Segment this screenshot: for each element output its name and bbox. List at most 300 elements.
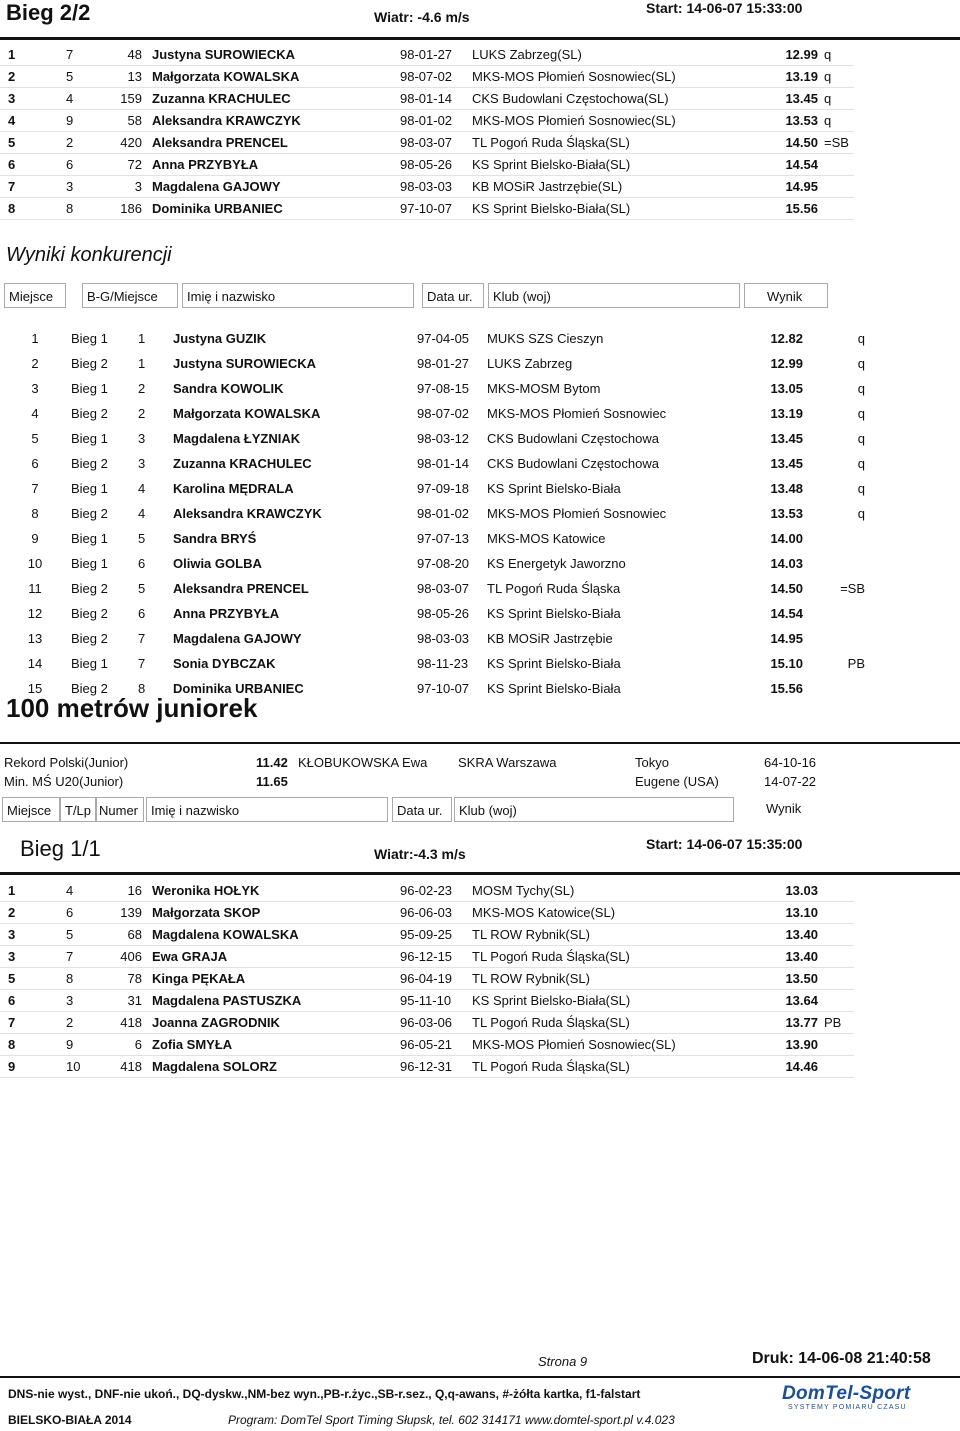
lane-cell: 5 <box>66 69 74 84</box>
lane-cell: 3 <box>66 993 74 1008</box>
table-row <box>0 968 854 990</box>
place-cell: 7 <box>31 481 39 496</box>
note-cell: q <box>857 331 865 346</box>
lane-cell: 5 <box>66 927 74 942</box>
col-header-place: Miejsce <box>4 283 66 308</box>
note-cell: q <box>857 406 865 421</box>
table-row <box>0 326 866 351</box>
athlete-name-cell: Magdalena GAJOWY <box>152 179 281 194</box>
note-cell <box>818 176 854 198</box>
heat-cell: Bieg 2 <box>71 681 108 696</box>
table-row <box>0 501 866 526</box>
lane-cell: 10 <box>66 1059 81 1074</box>
result-cell: 13.19 <box>770 406 803 421</box>
bib-number-cell: 406 <box>120 949 142 964</box>
birthdate-cell: 97-07-13 <box>417 531 470 546</box>
birthdate-cell: 95-09-25 <box>400 927 453 942</box>
result-cell: 14.50 <box>785 135 818 150</box>
lane-cell: 2 <box>66 135 74 150</box>
athlete-name-cell: Aleksandra PRENCEL <box>152 135 288 150</box>
start-time: Start: 14-06-07 15:35:00 <box>646 836 803 852</box>
col-header-dob: Data ur. <box>422 283 484 308</box>
club-cell: KS Sprint Bielsko-Biała <box>487 606 621 621</box>
birthdate-cell: 98-01-02 <box>400 113 453 128</box>
heat-position-cell: 5 <box>138 581 146 596</box>
event-title: 100 metrów juniorek <box>6 693 258 723</box>
col-header-name: Imię i nazwisko <box>182 283 414 308</box>
birthdate-cell: 98-01-27 <box>417 356 470 371</box>
athlete-name-cell: Sandra BRYŚ <box>173 531 257 546</box>
result-cell: 15.56 <box>770 681 803 696</box>
record-holder: KŁOBUKOWSKA Ewa <box>298 755 428 770</box>
heat-position-cell: 8 <box>138 681 146 696</box>
club-cell: KS Sprint Bielsko-Biała(SL) <box>472 157 631 172</box>
place-cell: 10 <box>27 556 43 571</box>
heat-position-cell: 7 <box>138 656 146 671</box>
place-cell: 8 <box>8 201 16 216</box>
club-cell: TL Pogoń Ruda Śląska(SL) <box>472 949 630 964</box>
heat-position-cell: 2 <box>138 381 146 396</box>
heat-cell: Bieg 2 <box>71 581 108 596</box>
heat-position-cell: 3 <box>138 456 146 471</box>
lane-cell: 8 <box>66 971 74 986</box>
athlete-name-cell: Małgorzata SKOP <box>152 905 261 920</box>
place-cell: 4 <box>8 113 16 128</box>
bib-number-cell: 159 <box>120 91 142 106</box>
note-cell: PB <box>824 1015 842 1030</box>
heat-position-cell: 5 <box>138 531 146 546</box>
result-cell: 15.56 <box>785 201 818 216</box>
club-cell: MKS-MOSM Bytom <box>487 381 601 396</box>
place-cell: 2 <box>31 356 39 371</box>
table-row <box>0 946 854 968</box>
note-cell <box>818 1056 854 1078</box>
birthdate-cell: 98-07-02 <box>417 406 470 421</box>
birthdate-cell: 97-04-05 <box>417 331 470 346</box>
birthdate-cell: 97-10-07 <box>417 681 470 696</box>
athlete-name-cell: Dominika URBANIEC <box>152 201 283 216</box>
birthdate-cell: 96-03-06 <box>400 1015 453 1030</box>
heat-cell: Bieg 2 <box>71 631 108 646</box>
club-cell: KS Sprint Bielsko-Biała(SL) <box>472 993 631 1008</box>
note-cell: q <box>857 506 865 521</box>
bib-number-cell: 68 <box>127 927 142 942</box>
table-row <box>0 376 866 401</box>
table-row <box>0 880 854 902</box>
venue-label: BIELSKO-BIAŁA 2014 <box>8 1413 132 1427</box>
athlete-name-cell: Aleksandra PRENCEL <box>173 581 309 596</box>
col-header-number: Numer <box>96 797 144 822</box>
table-row <box>0 476 866 501</box>
place-cell: 7 <box>8 179 16 194</box>
place-cell: 2 <box>8 69 16 84</box>
heat-position-cell: 6 <box>138 606 146 621</box>
lane-cell: 8 <box>66 201 74 216</box>
birthdate-cell: 96-04-19 <box>400 971 453 986</box>
table-row <box>0 924 854 946</box>
note-cell <box>818 880 854 902</box>
note-cell: q <box>857 481 865 496</box>
results-table-heat-2 <box>0 44 854 220</box>
athlete-name-cell: Magdalena KOWALSKA <box>152 927 299 942</box>
col-header-result: Wynik <box>744 283 828 308</box>
athlete-name-cell: Zofia SMYŁA <box>152 1037 233 1052</box>
athlete-name-cell: Sandra KOWOLIK <box>173 381 284 396</box>
bib-number-cell: 139 <box>120 905 142 920</box>
result-cell: 13.53 <box>785 113 818 128</box>
place-cell: 1 <box>31 331 39 346</box>
heat-cell: Bieg 1 <box>71 331 108 346</box>
result-cell: 13.19 <box>785 69 818 84</box>
place-cell: 1 <box>8 47 16 62</box>
club-cell: KB MOSiR Jastrzębie(SL) <box>472 179 623 194</box>
bib-number-cell: 78 <box>127 971 142 986</box>
birthdate-cell: 98-01-14 <box>400 91 453 106</box>
result-cell: 13.90 <box>785 1037 818 1052</box>
birthdate-cell: 96-05-21 <box>400 1037 453 1052</box>
divider <box>0 1376 960 1378</box>
bib-number-cell: 186 <box>120 201 142 216</box>
place-cell: 6 <box>31 456 39 471</box>
place-cell: 5 <box>31 431 39 446</box>
record-club: SKRA Warszawa <box>458 755 557 770</box>
result-cell: 13.03 <box>785 883 818 898</box>
birthdate-cell: 98-01-02 <box>417 506 470 521</box>
club-cell: KS Sprint Bielsko-Biała(SL) <box>472 201 631 216</box>
club-cell: TL Pogoń Ruda Śląska <box>487 581 621 596</box>
program-info: Program: DomTel Sport Timing Słupsk, tel. 602 314171 www.domtel-sport.pl v.4.023 <box>228 1413 675 1427</box>
note-cell: q <box>857 456 865 471</box>
place-cell: 8 <box>8 1037 16 1052</box>
result-cell: 13.45 <box>785 91 818 106</box>
legend-text: DNS-nie wyst., DNF-nie ukoń., DQ-dyskw.,NM-bez wyn.,PB-r.życ.,SB-r.sez., Q,q-awans, #-żółta kartka, f1-falstart <box>8 1387 641 1401</box>
club-cell: MKS-MOS Płomień Sosnowiec <box>487 406 667 421</box>
result-cell: 13.40 <box>785 927 818 942</box>
place-cell: 4 <box>31 406 39 421</box>
birthdate-cell: 98-01-27 <box>400 47 453 62</box>
athlete-name-cell: Zuzanna KRACHULEC <box>152 91 291 106</box>
bib-number-cell: 418 <box>120 1015 142 1030</box>
athlete-name-cell: Justyna SUROWIECKA <box>152 47 296 62</box>
club-cell: MUKS SZS Cieszyn <box>487 331 604 346</box>
club-cell: MKS-MOS Płomień Sosnowiec(SL) <box>472 113 676 128</box>
wind-readout: Wiatr: -4.6 m/s <box>374 9 470 25</box>
birthdate-cell: 98-01-14 <box>417 456 470 471</box>
bib-number-cell: 58 <box>127 113 142 128</box>
result-cell: 15.10 <box>770 656 803 671</box>
heat-cell: Bieg 1 <box>71 431 108 446</box>
note-cell: PB <box>847 656 865 671</box>
result-cell: 13.77 <box>785 1015 818 1030</box>
result-cell: 14.50 <box>770 581 803 596</box>
record-label: Rekord Polski(Junior) <box>4 755 129 770</box>
athlete-name-cell: Dominika URBANIEC <box>173 681 304 696</box>
note-cell <box>804 551 866 576</box>
logo-wordmark: DomTel-Sport <box>782 1383 911 1404</box>
athlete-name-cell: Kinga PĘKAŁA <box>152 971 246 986</box>
table-row <box>0 44 854 66</box>
note-cell: q <box>824 113 832 128</box>
note-cell <box>818 924 854 946</box>
col-header-result: Wynik <box>766 801 802 816</box>
lane-cell: 6 <box>66 157 74 172</box>
club-cell: KS Sprint Bielsko-Biała <box>487 481 621 496</box>
lane-cell: 2 <box>66 1015 74 1030</box>
table-row <box>0 601 866 626</box>
birthdate-cell: 95-11-10 <box>400 993 452 1008</box>
athlete-name-cell: Justyna GUZIK <box>173 331 267 346</box>
place-cell: 1 <box>8 883 16 898</box>
place-cell: 13 <box>27 631 43 646</box>
birthdate-cell: 96-02-23 <box>400 883 453 898</box>
lane-cell: 9 <box>66 1037 74 1052</box>
heat-position-cell: 1 <box>138 356 146 371</box>
bib-number-cell: 31 <box>127 993 142 1008</box>
table-row <box>0 651 866 676</box>
place-cell: 8 <box>31 506 39 521</box>
table-row <box>0 110 854 132</box>
note-cell: q <box>857 356 865 371</box>
club-cell: KB MOSiR Jastrzębie <box>487 631 613 646</box>
note-cell <box>804 526 866 551</box>
athlete-name-cell: Aleksandra KRAWCZYK <box>173 506 322 521</box>
athlete-name-cell: Małgorzata KOWALSKA <box>152 69 300 84</box>
result-cell: 14.00 <box>770 531 803 546</box>
col-header-place: Miejsce <box>2 797 60 822</box>
heat-position-cell: 1 <box>138 331 146 346</box>
table-row <box>0 902 854 924</box>
section-title: Wyniki konkurencji <box>6 244 172 266</box>
athlete-name-cell: Weronika HOŁYK <box>152 883 260 898</box>
col-header-name: Imię i nazwisko <box>146 797 388 822</box>
athlete-name-cell: Justyna SUROWIECKA <box>173 356 317 371</box>
club-cell: CKS Budowlani Częstochowa <box>487 431 659 446</box>
note-cell <box>804 676 866 701</box>
table-row <box>0 526 866 551</box>
table-row <box>0 1012 854 1034</box>
col-header-heat: B-G/Miejsce <box>82 283 178 308</box>
bib-number-cell: 420 <box>120 135 142 150</box>
lane-cell: 4 <box>66 883 74 898</box>
bib-number-cell: 418 <box>120 1059 142 1074</box>
record-value: 11.42 <box>256 755 288 770</box>
heat-position-cell: 3 <box>138 431 146 446</box>
lane-cell: 3 <box>66 179 74 194</box>
heat-position-cell: 2 <box>138 406 146 421</box>
result-cell: 14.95 <box>770 631 803 646</box>
place-cell: 3 <box>8 949 16 964</box>
birthdate-cell: 98-11-23 <box>417 656 469 671</box>
result-cell: 13.50 <box>785 971 818 986</box>
lane-cell: 9 <box>66 113 74 128</box>
heat-cell: Bieg 2 <box>71 406 108 421</box>
table-row <box>0 66 854 88</box>
record-label: Min. MŚ U20(Junior) <box>4 774 124 789</box>
birthdate-cell: 98-03-12 <box>417 431 470 446</box>
note-cell <box>818 968 854 990</box>
result-cell: 14.03 <box>770 556 803 571</box>
record-date: 14-07-22 <box>764 774 817 789</box>
lane-cell: 4 <box>66 91 74 106</box>
heat-cell: Bieg 2 <box>71 506 108 521</box>
table-row <box>0 551 866 576</box>
competition-results-table <box>0 326 866 701</box>
result-cell: 12.99 <box>785 47 818 62</box>
place-cell: 15 <box>27 681 43 696</box>
athlete-name-cell: Magdalena ŁYZNIAK <box>173 431 301 446</box>
birthdate-cell: 97-10-07 <box>400 201 453 216</box>
heat-title: Bieg 1/1 <box>20 836 101 861</box>
note-cell: q <box>824 91 832 106</box>
divider <box>0 872 960 875</box>
heat-title: Bieg 2/2 <box>6 0 91 25</box>
club-cell: KS Sprint Bielsko-Biała <box>487 681 621 696</box>
place-cell: 2 <box>8 905 16 920</box>
result-cell: 13.45 <box>770 431 803 446</box>
table-row <box>0 1034 854 1056</box>
place-cell: 3 <box>8 91 16 106</box>
result-cell: 13.48 <box>770 481 803 496</box>
divider <box>0 742 960 744</box>
club-cell: CKS Budowlani Częstochowa(SL) <box>472 91 669 106</box>
table-row <box>0 351 866 376</box>
results-table-heat-1 <box>0 880 854 1078</box>
birthdate-cell: 98-05-26 <box>400 157 453 172</box>
place-cell: 3 <box>31 381 39 396</box>
result-cell: 13.05 <box>770 381 803 396</box>
athlete-name-cell: Magdalena SOLORZ <box>152 1059 277 1074</box>
athlete-name-cell: Ewa GRAJA <box>152 949 228 964</box>
athlete-name-cell: Małgorzata KOWALSKA <box>173 406 321 421</box>
heat-cell: Bieg 2 <box>71 606 108 621</box>
result-cell: 13.53 <box>770 506 803 521</box>
result-cell: 12.82 <box>770 331 803 346</box>
club-cell: KS Energetyk Jaworzno <box>487 556 626 571</box>
heat-cell: Bieg 1 <box>71 656 108 671</box>
club-cell: TL Pogoń Ruda Śląska(SL) <box>472 1015 630 1030</box>
col-header-club: Klub (woj) <box>454 797 734 822</box>
page-number: Strona 9 <box>538 1354 588 1369</box>
athlete-name-cell: Oliwia GOLBA <box>173 556 262 571</box>
lane-cell: 7 <box>66 47 74 62</box>
birthdate-cell: 97-09-18 <box>417 481 470 496</box>
heat-position-cell: 4 <box>138 506 146 521</box>
birthdate-cell: 96-12-31 <box>400 1059 453 1074</box>
table-row <box>0 132 854 154</box>
club-cell: TL ROW Rybnik(SL) <box>472 927 590 942</box>
result-cell: 13.45 <box>770 456 803 471</box>
note-cell <box>818 154 854 176</box>
note-cell <box>818 198 854 220</box>
start-time: Start: 14-06-07 15:33:00 <box>646 0 803 16</box>
note-cell: q <box>824 47 832 62</box>
note-cell: =SB <box>824 135 849 150</box>
club-cell: KS Sprint Bielsko-Biała <box>487 656 621 671</box>
heat-position-cell: 7 <box>138 631 146 646</box>
bib-number-cell: 13 <box>127 69 142 84</box>
lane-cell: 6 <box>66 905 74 920</box>
table-row <box>0 990 854 1012</box>
athlete-name-cell: Karolina MĘDRALA <box>173 481 294 496</box>
birthdate-cell: 98-03-03 <box>417 631 470 646</box>
birthdate-cell: 97-08-15 <box>417 381 470 396</box>
heat-cell: Bieg 1 <box>71 481 108 496</box>
result-cell: 13.10 <box>785 905 818 920</box>
note-cell <box>818 990 854 1012</box>
table-row <box>0 401 866 426</box>
note-cell <box>818 902 854 924</box>
bib-number-cell: 48 <box>127 47 142 62</box>
place-cell: 3 <box>8 927 16 942</box>
table-row <box>0 154 854 176</box>
record-value: 11.65 <box>256 774 288 789</box>
athlete-name-cell: Magdalena PASTUSZKA <box>152 993 302 1008</box>
divider <box>0 37 960 40</box>
club-cell: TL Pogoń Ruda Śląska(SL) <box>472 1059 630 1074</box>
bib-number-cell: 3 <box>134 179 142 194</box>
athlete-name-cell: Anna PRZYBYŁA <box>152 157 259 172</box>
birthdate-cell: 98-05-26 <box>417 606 470 621</box>
place-cell: 12 <box>27 606 43 621</box>
club-cell: MKS-MOS Płomień Sosnowiec(SL) <box>472 1037 676 1052</box>
table-row <box>0 576 866 601</box>
birthdate-cell: 98-07-02 <box>400 69 453 84</box>
club-cell: MKS-MOS Katowice(SL) <box>472 905 616 920</box>
col-header-dob: Data ur. <box>392 797 452 822</box>
bib-number-cell: 6 <box>134 1037 142 1052</box>
heat-cell: Bieg 1 <box>71 531 108 546</box>
table-row <box>0 451 866 476</box>
place-cell: 7 <box>8 1015 16 1030</box>
athlete-name-cell: Joanna ZAGRODNIK <box>152 1015 280 1030</box>
col-header-tlp: T/Lp <box>60 797 96 822</box>
place-cell: 11 <box>28 581 42 596</box>
club-cell: TL Pogoń Ruda Śląska(SL) <box>472 135 630 150</box>
place-cell: 6 <box>8 993 16 1008</box>
place-cell: 5 <box>8 971 16 986</box>
col-header-club: Klub (woj) <box>488 283 740 308</box>
athlete-name-cell: Magdalena GAJOWY <box>173 631 302 646</box>
table-row <box>0 176 854 198</box>
place-cell: 9 <box>8 1059 16 1074</box>
club-cell: CKS Budowlani Częstochowa <box>487 456 659 471</box>
table-row <box>0 626 866 651</box>
heat-cell: Bieg 2 <box>71 356 108 371</box>
club-cell: LUKS Zabrzeg(SL) <box>472 47 582 62</box>
birthdate-cell: 98-03-03 <box>400 179 453 194</box>
wind-readout: Wiatr:-4.3 m/s <box>374 846 466 862</box>
table-row <box>0 198 854 220</box>
club-cell: MOSM Tychy(SL) <box>472 883 575 898</box>
heat-cell: Bieg 2 <box>71 456 108 471</box>
result-cell: 14.46 <box>785 1059 818 1074</box>
result-cell: 13.40 <box>785 949 818 964</box>
athlete-name-cell: Aleksandra KRAWCZYK <box>152 113 301 128</box>
birthdate-cell: 97-08-20 <box>417 556 470 571</box>
result-cell: 13.64 <box>785 993 818 1008</box>
result-cell: 14.54 <box>770 606 803 621</box>
note-cell: q <box>824 69 832 84</box>
heat-cell: Bieg 1 <box>71 381 108 396</box>
bib-number-cell: 72 <box>127 157 142 172</box>
club-cell: LUKS Zabrzeg <box>487 356 573 371</box>
domtel-logo <box>782 1384 947 1418</box>
note-cell: q <box>857 381 865 396</box>
record-place: Eugene (USA) <box>635 774 719 789</box>
heat-position-cell: 4 <box>138 481 146 496</box>
table-row <box>0 88 854 110</box>
result-cell: 14.54 <box>785 157 818 172</box>
